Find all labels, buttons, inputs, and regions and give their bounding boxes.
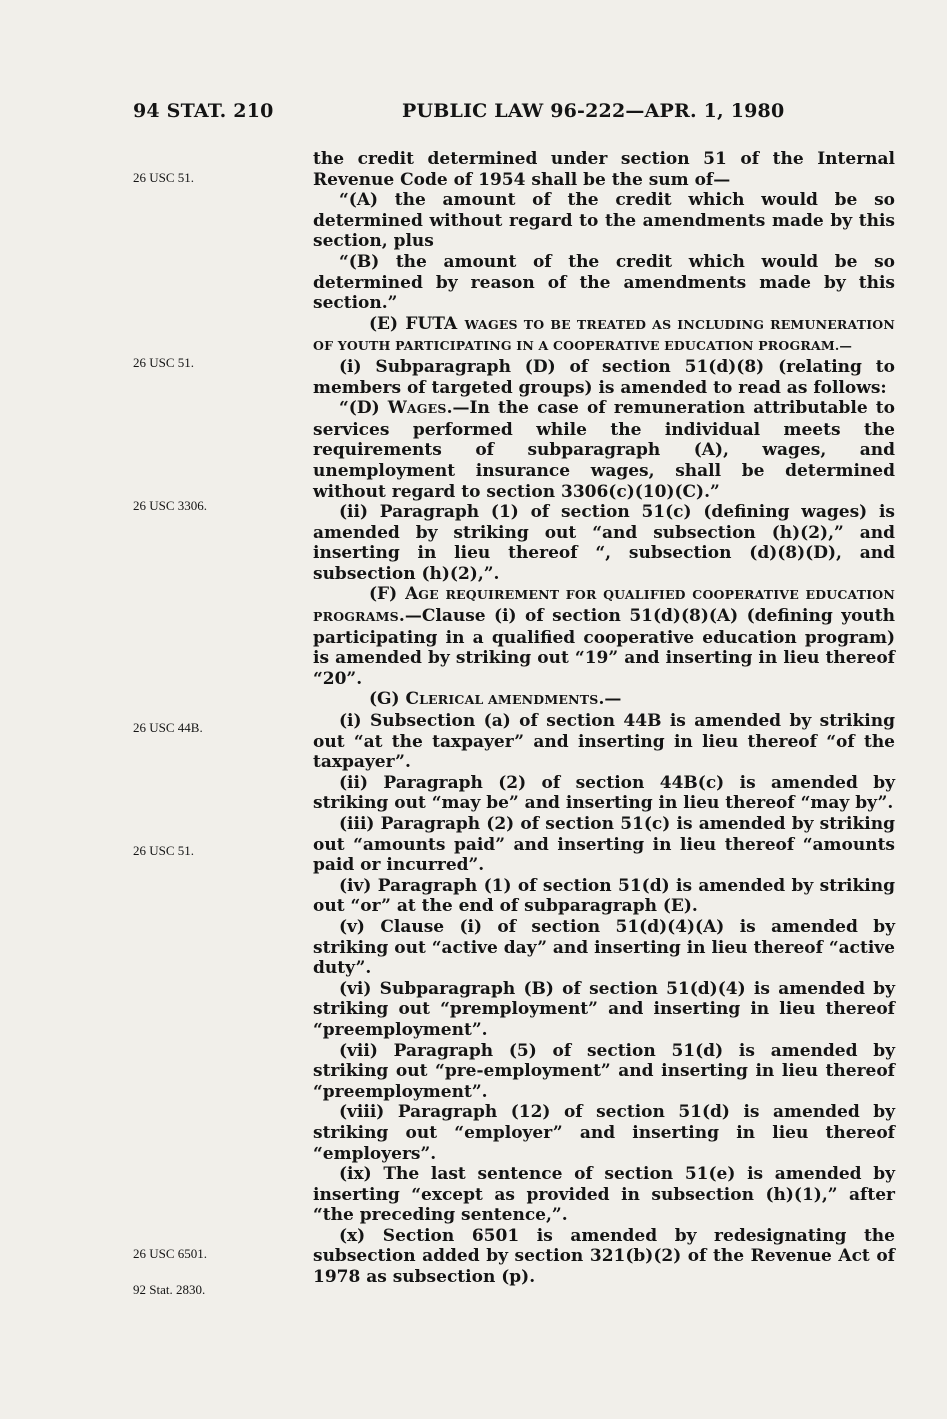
paragraph: (vii) Paragraph (5) of section 51(d) is amended by striking out “pre-employment” and inserting in lieu thereof “preemployment”. — [313, 1040, 895, 1102]
paragraph: “(A) the amount of the credit which would be so determined without regard to the amendments made by this section, plus — [313, 190, 895, 252]
section-heading: (F) AGE REQUIREMENT FOR QUALIFIED COOPERATIVE EDUCATION PROGRAMS.—Clause (i) of section 51(d)(8)(A) (defining youth participating in a qualified cooperative education program) is amended by striking out “19” and inserting in lieu thereof “20”. — [313, 584, 895, 689]
paragraph: (v) Clause (i) of section 51(d)(4)(A) is amended by striking out “active day” and inserting in lieu thereof “active duty”. — [313, 916, 895, 979]
section-heading: (G) CLERICAL AMENDMENTS.— — [369, 689, 622, 710]
margin-citation: 26 USC 51. — [133, 170, 195, 185]
paragraph: (ii) Paragraph (1) of section 51(c) (defining wages) is amended by striking out “and subsection (h)(2),” and inserting in lieu thereof “, subsection (d)(8)(D), and subsection (h)(2),”. — [313, 502, 895, 584]
margin-citation: 26 USC 3306. — [133, 498, 208, 513]
paragraph: (iii) Paragraph (2) of section 51(c) is amended by striking out “amounts paid” and inserting in lieu thereof “amounts paid or incurred”. — [313, 814, 895, 876]
public-law-header: PUBLIC LAW 96-222—APR. 1, 1980 — [402, 100, 785, 122]
statute-body — [313, 149, 895, 1288]
margin-citation: 26 USC 51. — [133, 355, 195, 370]
paragraph: (i) Subsection (a) of section 44B is amended by striking out “at the taxpayer” and inserting in lieu thereof “of the taxpayer”. — [313, 711, 895, 773]
margin-citation: 26 USC 44B. — [133, 720, 203, 735]
margin-citation: 92 Stat. 2830. — [133, 1282, 206, 1297]
paragraph: (x) Section 6501 is amended by redesignating the subsection added by section 321(b)(2) of the Revenue Act of 1978 as subsection (p). — [313, 1225, 895, 1288]
margin-citation: 26 USC 51. — [133, 843, 195, 858]
paragraph: (ix) The last sentence of section 51(e) is amended by inserting “except as provided in subsection (h)(1),” after “the preceding sentence,”. — [313, 1164, 895, 1226]
paragraph: (ii) Paragraph (2) of section 44B(c) is amended by striking out “may be” and inserting in lieu thereof “may by”. — [313, 772, 895, 814]
paragraph: “(B) the amount of the credit which would be so determined by reason of the amendments made by this section.” — [313, 251, 895, 314]
margin-citation: 26 USC 6501. — [133, 1246, 208, 1261]
paragraph: the credit determined under section 51 of the Internal Revenue Code of 1954 shall be the sum of— — [313, 149, 895, 190]
paragraph: (viii) Paragraph (12) of section 51(d) is amended by striking out “employer” and inserting in lieu thereof “employers”. — [313, 1102, 895, 1164]
paragraph: (i) Subparagraph (D) of section 51(d)(8) (relating to members of targeted groups) is amended to read as follows: — [313, 356, 895, 398]
paragraph: (iv) Paragraph (1) of section 51(d) is amended by striking out “or” at the end of subparagraph (E). — [313, 875, 895, 917]
paragraph: (vi) Subparagraph (B) of section 51(d)(4) is amended by striking out “premployment” and inserting in lieu thereof “preemployment”. — [313, 978, 895, 1040]
paragraph: “(D) WAGES.—In the case of remuneration attributable to services performed while the individual meets the requirements of subparagraph (A), wages, and unemployment insurance wages, shall be determined without regard to section 3306(c)(10)(C).” — [313, 398, 895, 502]
section-heading: (E) FUTA WAGES TO BE TREATED AS INCLUDING REMUNERATION OF YOUTH PARTICIPATING IN A COOPERATIVE EDUCATION PROGRAM.— — [313, 313, 895, 354]
statute-page-number: 94 STAT. 210 — [133, 100, 274, 122]
